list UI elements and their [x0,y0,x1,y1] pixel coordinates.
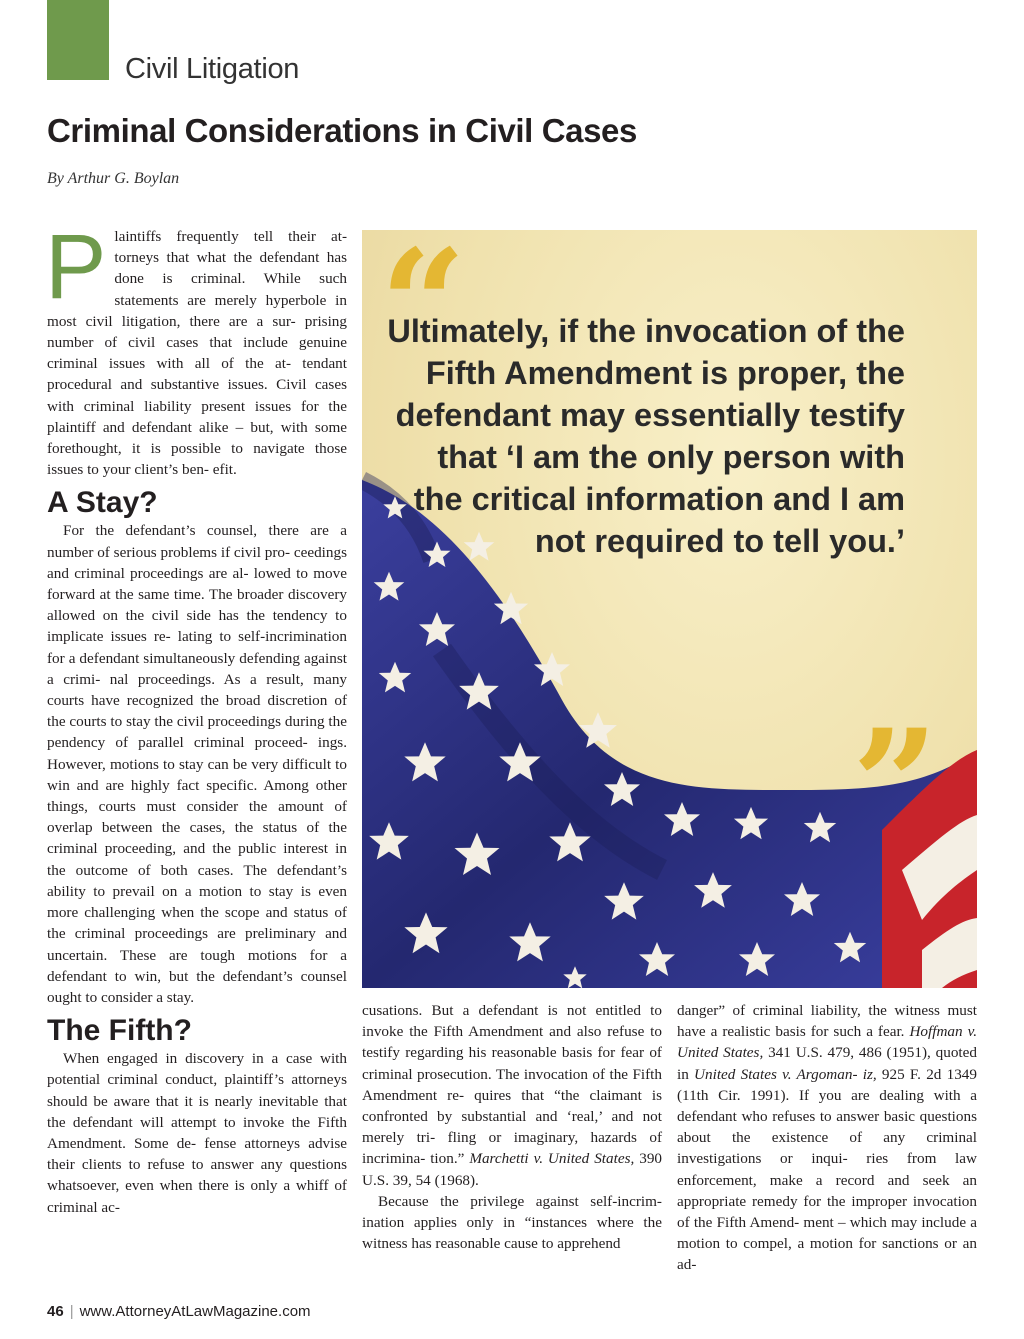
column-3-paragraph: danger” of criminal liability, the witness must have a realistic basis for such a fear. Hoffman v. United States, 341 U.S. 479, 486 (1951), quoted in United States v. Argoman- iz, 925 F. 2d 1349 (11th Cir. 1991). If you are dealing with a defendant who refuses to answer basic questions about the existence of any criminal investigations or inqui- ries from law enforcement, make a record and seek an appropriate remedy for the improper invocation of the Fifth Amend- ment – which may include a motion to compel, a motion for sanctions or an ad- [677,1002,977,1274]
intro-paragraph: laintiffs frequently tell their at- torneys that what the defendant has done is criminal. While such statements are merely hyperbole in most civil litigation, there are a sur- prising number of civil cases that include genuine criminal issues with all of the at- tendant procedural and substantive issues. Civil cases with criminal liability present issues for the plaintiff and defendant alike – but, with some forethought, it is possible to navigate those issues to your client’s ben- efit. [47,228,347,479]
page-number: 46 [47,1303,64,1320]
section-label: Civil Litigation [125,53,300,85]
footer-divider: | [69,1303,74,1320]
column-3 [677,1000,977,1276]
open-quote-mark: “ [380,230,467,393]
case-citation: Hoffman v. United States, [677,1023,977,1062]
case-citation: Marchetti v. United States, [469,1150,635,1168]
pull-quote-text: Ultimately, if the invocation of the Fifth Amendment is proper, the defendant may essentially testify that ‘I am the only person with the critical information and I am not required to tell you.’ [387,313,905,559]
fifth-paragraph: When engaged in discovery in a case with potential criminal conduct, plaintiff’s attorneys should be aware that it is nearly inevitable that the defendant will attempt to invoke the Fifth Amendment. Some de- fense attorneys advise their clients to refuse to answer any questions whatsoever, even when there is only a whiff of criminal ac- [47,1050,347,1216]
page-footer [47,1303,311,1320]
column-2-paragraph-2: Because the privilege against self-incrim- ination applies only in “instances where the witness has reasonable cause to apprehend [362,1192,662,1253]
drop-cap: P [45,216,107,318]
column-2-paragraph-1: cusations. But a defendant is not entitled to invoke the Fifth Amendment and also refuse to testify regarding his reasonable basis for fear of criminal prosecution. The invocation of the Fifth Amendment re- quires that “the claimant is confronted by substantial and ‘real,’ and not merely tri- fling or imaginary, hazards of incrimina- tion.” Marchetti v. United States, 390 U.S. 39, 54 (1968). [362,1002,663,1189]
byline: By Arthur G. Boylan [47,170,180,187]
column-2 [362,1000,662,1254]
subhead-a-stay: A Stay? [47,486,158,520]
close-quote-mark: ” [852,697,939,873]
article-headline: Criminal Considerations in Civil Cases [47,112,637,149]
case-citation: United States v. Argoman- iz, [694,1065,877,1083]
footer-website[interactable]: www.AttorneyAtLawMagazine.com [79,1303,311,1320]
column-1 [45,216,347,1218]
stay-paragraph: For the defendant’s counsel, there are a number of serious problems if civil pro- ceedings and criminal proceedings are al- lowed to move forward at the same time. The broader discovery allowed on the civil side has the tendency to implicate issues re- lating to self-incrimination for a defendant simultaneously defending against a crimi- nal proceedings. As a result, many courts have recognized the broad discretion of the courts to stay the civil proceedings during the pendency of parallel criminal proceed- ings. However, motions to stay can be very difficult to win and are highly fact specific. Among other things, courts must consider the amount of overlap between the cases, the status of the criminal proceeding, and the public interest in the outcome of both cases. The defendant’s ability to prevail on a motion to stay is even more challenging when the scope and status of the criminal proceedings are preliminary and uncertain. These are tough motions for a defendant to win, but the defendant’s counsel ought to consider a stay. [47,522,347,1006]
section-color-tab [47,0,109,80]
pull-quote-panel [362,230,977,988]
subhead-the-fifth: The Fifth? [47,1014,192,1048]
